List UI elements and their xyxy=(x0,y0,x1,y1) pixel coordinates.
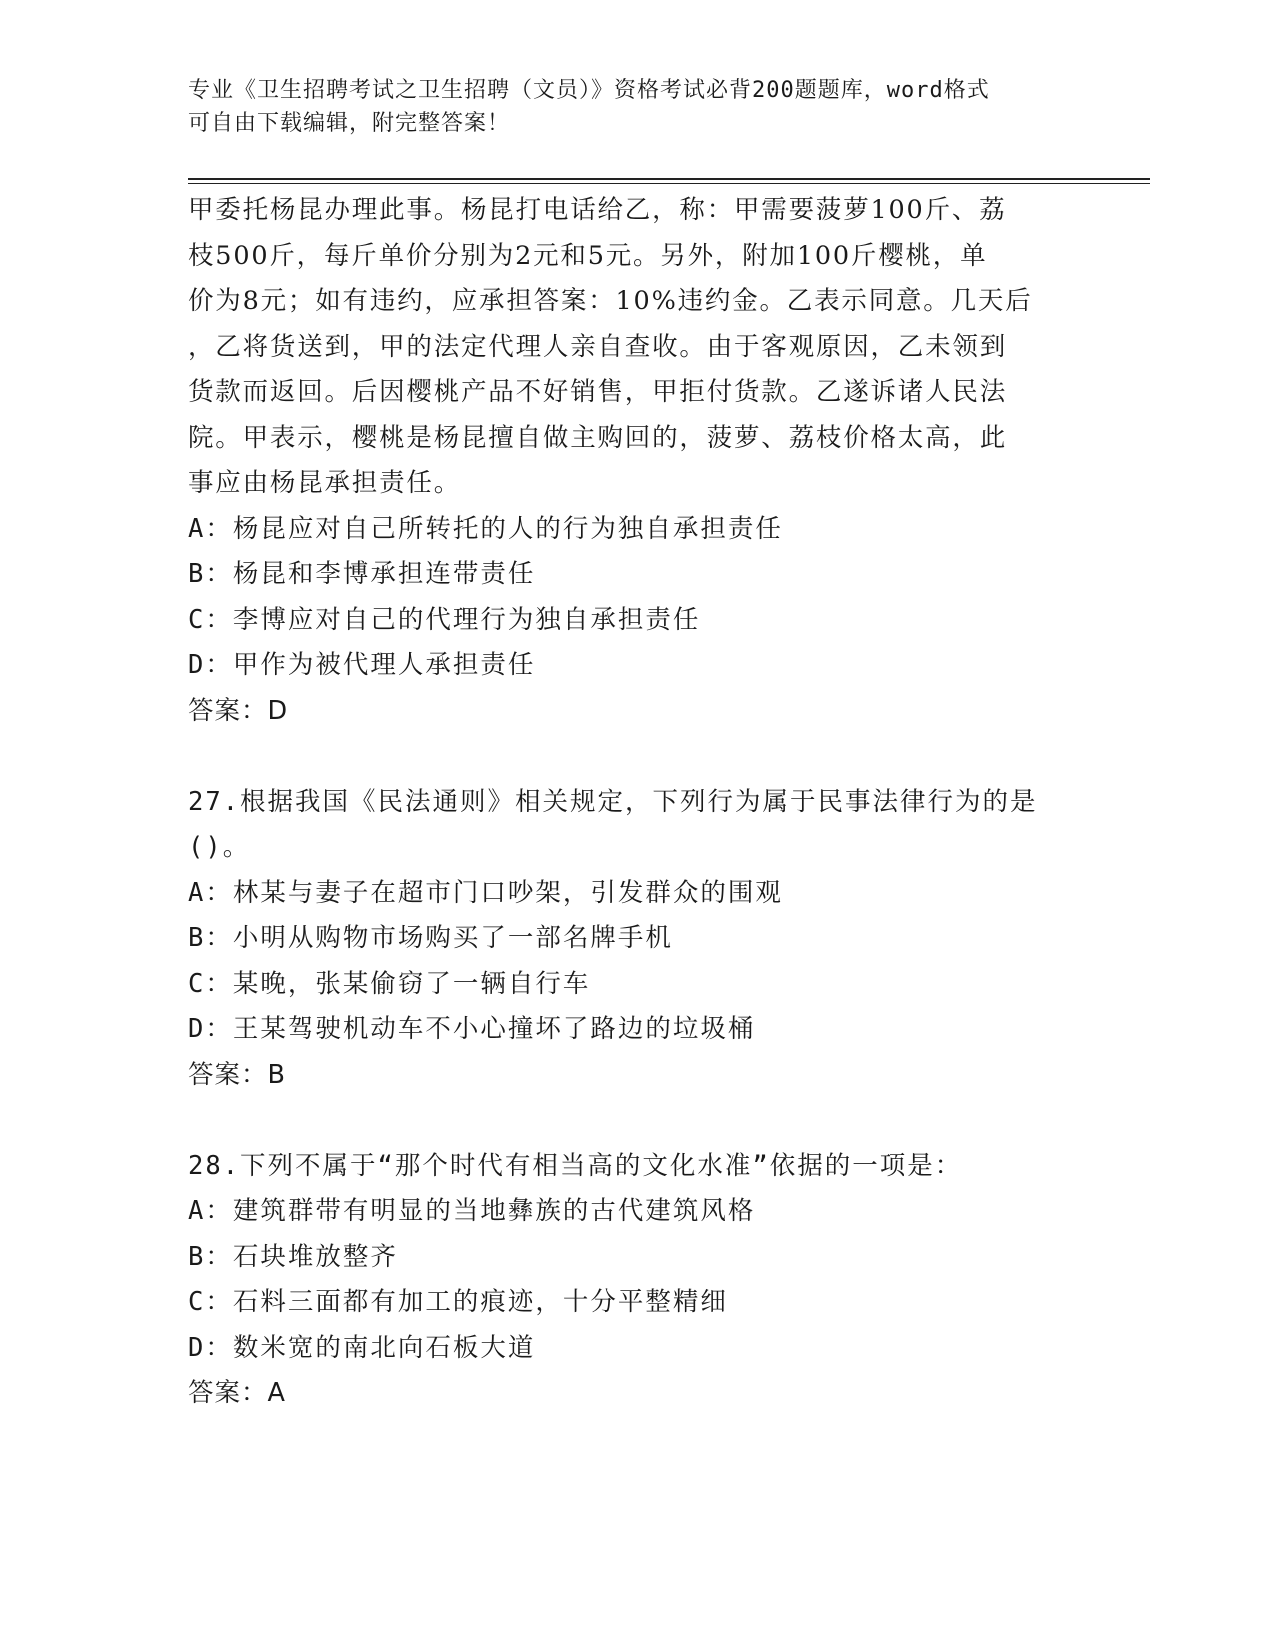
option-c: C：石料三面都有加工的痕迹，十分平整精细 xyxy=(188,1287,728,1317)
stem-line: 甲委托杨昆办理此事。杨昆打电话给乙，称：甲需要菠萝100斤、荔 xyxy=(188,195,1007,225)
option-b: B：杨昆和李博承担连带责任 xyxy=(188,559,536,589)
option-a: A：建筑群带有明显的当地彝族的古代建筑风格 xyxy=(188,1196,756,1226)
question-26-stem xyxy=(188,188,1088,507)
answer-line: 答案：B xyxy=(188,1059,286,1090)
option-d: D：数米宽的南北向石板大道 xyxy=(188,1332,536,1363)
option-a: A：杨昆应对自己所转托的人的行为独自承担责任 xyxy=(188,513,783,544)
header-divider-thin xyxy=(188,183,1150,184)
stem-line: 27.根据我国《民法通则》相关规定，下列行为属于民事法律行为的是 xyxy=(188,786,1038,817)
header-title-line-1: 专业《卫生招聘考试之卫生招聘（文员）》资格考试必背200题题库，word格式 xyxy=(188,78,990,103)
header-title-line-2: 可自由下载编辑，附完整答案！ xyxy=(188,111,511,136)
question-28 xyxy=(188,1144,1088,1417)
option-d: D：甲作为被代理人承担责任 xyxy=(188,650,536,680)
spacer xyxy=(188,734,1088,780)
stem-line: 事应由杨昆承担责任。 xyxy=(188,468,462,498)
stem-line: 价为8元；如有违约，应承担答案：10%违约金。乙表示同意。几天后 xyxy=(188,286,1033,316)
document-header xyxy=(188,74,1088,140)
stem-line: 货款而返回。后因樱桃产品不好销售，甲拒付货款。乙遂诉诸人民法 xyxy=(188,377,1008,407)
stem-line: 院。甲表示，樱桃是杨昆擅自做主购回的，菠萝、荔枝价格太高，此 xyxy=(188,422,1008,453)
option-b: B：石块堆放整齐 xyxy=(188,1241,398,1272)
stem-line: ()。 xyxy=(188,832,251,862)
stem-line: 枝500斤，每斤单价分别为2元和5元。另外，附加100斤樱桃，单 xyxy=(188,240,988,271)
option-b: B：小明从购物市场购买了一部名牌手机 xyxy=(188,923,673,953)
stem-line: ，乙将货送到，甲的法定代理人亲自查收。由于客观原因，乙未领到 xyxy=(188,331,1008,362)
option-d: D：王某驾驶机动车不小心撞坏了路边的垃圾桶 xyxy=(188,1014,756,1044)
option-c: C：某晚，张某偷窃了一辆自行车 xyxy=(188,968,591,999)
stem-line: 28.下列不属于“那个时代有相当高的文化水准”依据的一项是： xyxy=(188,1150,963,1181)
header-divider-thick xyxy=(188,178,1150,180)
answer-line: 答案：D xyxy=(188,695,289,726)
answer-line: 答案：A xyxy=(188,1378,286,1408)
option-a: A：林某与妻子在超市门口吵架，引发群众的围观 xyxy=(188,877,783,908)
question-content xyxy=(188,188,1088,1417)
option-c: C：李博应对自己的代理行为独自承担责任 xyxy=(188,604,701,635)
spacer xyxy=(188,1098,1088,1144)
question-27 xyxy=(188,780,1088,1099)
question-26 xyxy=(188,188,1088,734)
